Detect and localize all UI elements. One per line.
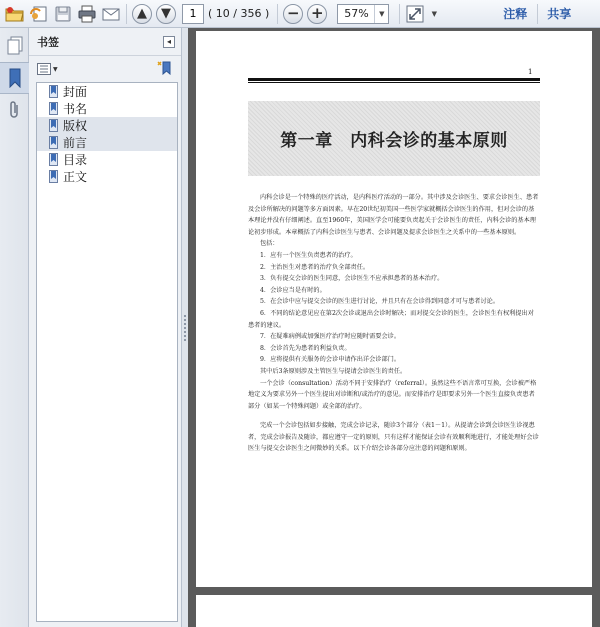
options-menu-button[interactable] <box>37 63 58 75</box>
bookmark-item[interactable] <box>37 117 177 134</box>
list-item: 5．在会诊中应与提交会诊的医生进行讨论，并且只有在会诊得到同意才可与患者讨论。 <box>260 298 500 306</box>
arrow-down-icon: ▼ <box>156 4 176 24</box>
bookmark-item[interactable] <box>37 83 177 100</box>
page-count: ( 10 / 356 ) <box>208 7 270 20</box>
paragraph-spacer <box>248 412 540 420</box>
paragraph: 包括： <box>260 240 279 248</box>
list-item: 7．在疑难病例或加强医疗治疗时应随时需要会诊。 <box>260 333 401 341</box>
page-thumbnails-icon <box>7 36 23 56</box>
toolbar-separator <box>277 4 278 24</box>
bookmark-label: 书名 <box>63 102 88 116</box>
plus-icon: + <box>307 4 327 24</box>
panel-header <box>29 28 181 56</box>
header-rule <box>248 82 540 83</box>
chapter-banner <box>248 101 540 176</box>
zoom-in-button[interactable] <box>305 2 329 26</box>
paperclip-icon <box>8 100 22 120</box>
tab-attachments[interactable] <box>0 94 29 126</box>
splitter-grip-icon <box>184 315 186 341</box>
bookmark-ribbon-icon <box>8 68 22 88</box>
tab-bookmarks[interactable] <box>0 62 29 94</box>
panel-toolbar <box>29 56 181 82</box>
next-page-button[interactable] <box>154 2 178 26</box>
toolbar-separator <box>126 4 127 24</box>
zoom-out-button[interactable] <box>281 2 305 26</box>
open-folder-icon[interactable] <box>3 2 27 26</box>
bookmark-label: 正文 <box>63 170 88 184</box>
fit-window-button[interactable] <box>403 2 427 26</box>
bookmark-tree <box>36 82 178 622</box>
next-document-page <box>196 595 592 627</box>
toolbar-separator <box>537 4 538 24</box>
bookmark-item[interactable] <box>37 134 177 151</box>
document-viewer[interactable] <box>188 28 600 627</box>
toolbar-menu-button[interactable] <box>427 2 441 26</box>
list-item: 2．主治医生对患者的治疗负全部责任。 <box>260 263 370 271</box>
list-item: 4．会诊应当是有时的。 <box>260 286 326 294</box>
chevron-down-icon: ▼ <box>431 9 437 18</box>
navigation-pane-tabs <box>0 28 29 627</box>
chevron-down-icon: ▼ <box>53 65 58 73</box>
expand-arrows-icon <box>406 5 424 23</box>
list-item: 6．不同的结论意见应在第2次会诊或退出会诊时解决；而对提交会诊的医生，会诊医生有权利提出对患者的建议。 <box>248 309 534 329</box>
list-item: 8．会诊首先为患者的利益负责。 <box>260 344 351 352</box>
create-pdf-icon[interactable] <box>27 2 51 26</box>
new-bookmark-button[interactable] <box>157 61 173 78</box>
bookmark-label: 封面 <box>63 85 88 99</box>
chevron-down-icon: ▼ <box>374 5 388 23</box>
save-icon[interactable] <box>51 2 75 26</box>
bookmark-item[interactable] <box>37 151 177 168</box>
bookmark-icon <box>49 119 58 132</box>
print-icon[interactable] <box>75 2 99 26</box>
zoom-value: 57% <box>344 7 369 20</box>
bookmark-icon <box>49 170 58 183</box>
paragraph: 一个会诊（consultation）活动不同于安排治疗（referral）。虽然这些不语言常可互换，会诊被严格地定义为要求另外一个医生提出对诊断和/或治疗的意见。而安排治疗是即要求另外一个医生直接负责患者部分（如某一个特殊问题）或全部的治疗。 <box>248 379 537 410</box>
document-page <box>196 31 592 587</box>
list-item: 3．负有提交会诊的医生同意，会诊医生不应承担患者的基本治疗。 <box>260 275 444 283</box>
bookmark-icon <box>49 102 58 115</box>
header-rule <box>248 78 540 81</box>
bookmark-label: 版权 <box>63 119 88 133</box>
body-text <box>248 192 540 455</box>
page-number: 1 <box>528 68 533 76</box>
zoom-select[interactable] <box>337 4 389 24</box>
share-button[interactable]: 共享 <box>547 7 572 21</box>
paragraph: 其中后3条原则涉及主管医生与提请会诊医生的责任。 <box>260 367 407 375</box>
bookmarks-panel <box>29 28 182 627</box>
list-item: 1．应有一个医生负责患者的治疗。 <box>260 251 357 259</box>
bookmark-label: 目录 <box>63 153 88 167</box>
panel-title: 书签 <box>37 35 59 49</box>
paragraph: 内科会诊是一个特殊的医疗活动，是内科医疗活动的一部分。其中涉及会诊医生、要求会诊医生、患者及会诊所解决的问题等多方面因素。早在20世纪初美国一些医学家就概括会诊医生的作用，但对会诊的基本理论并没有仔细阐述。直至1960年，美国医学会可能要负责起关于会诊医生的责任，内科会诊的基本理论初步形成。本章概括了内科会诊医生与患者、会诊问题及提求会诊医生之关系中的一些基本原则。 <box>248 194 539 236</box>
bookmark-label: 前言 <box>63 136 88 150</box>
paragraph: 完成一个会诊包括如步接触，完成会诊记录，随诊3个部分（表1－1）。从提请会诊到会诊医生诊视患者，完成会诊报告及随诊，都应遵守一定的原则，只有这样才能保证会诊有效顺利地进行，才能处理好会诊医生与提交会诊医生之间微妙的关系。以下介绍会诊各部分应注意的问题和原则。 <box>248 422 539 453</box>
bookmark-icon <box>49 136 58 149</box>
list-item: 9．应将提供有关服务的会诊申请作出详会诊部门。 <box>260 356 401 364</box>
list-options-icon <box>37 63 51 75</box>
bookmark-item[interactable] <box>37 168 177 185</box>
previous-page-button[interactable] <box>130 2 154 26</box>
email-icon[interactable] <box>99 2 123 26</box>
new-bookmark-icon <box>157 61 173 75</box>
annotate-button[interactable]: 注释 <box>503 7 528 21</box>
main-toolbar <box>0 0 600 28</box>
chapter-title: 第一章 内科会诊的基本原则 <box>280 131 508 151</box>
bookmark-icon <box>49 85 58 98</box>
toolbar-separator <box>399 4 400 24</box>
bookmark-icon <box>49 153 58 166</box>
bookmark-item[interactable] <box>37 100 177 117</box>
arrow-up-icon: ▲ <box>132 4 152 24</box>
page-number-input[interactable] <box>182 4 204 24</box>
tab-pages[interactable] <box>0 30 29 62</box>
minus-icon: − <box>283 4 303 24</box>
collapse-panel-button[interactable]: ◂ <box>163 36 175 48</box>
